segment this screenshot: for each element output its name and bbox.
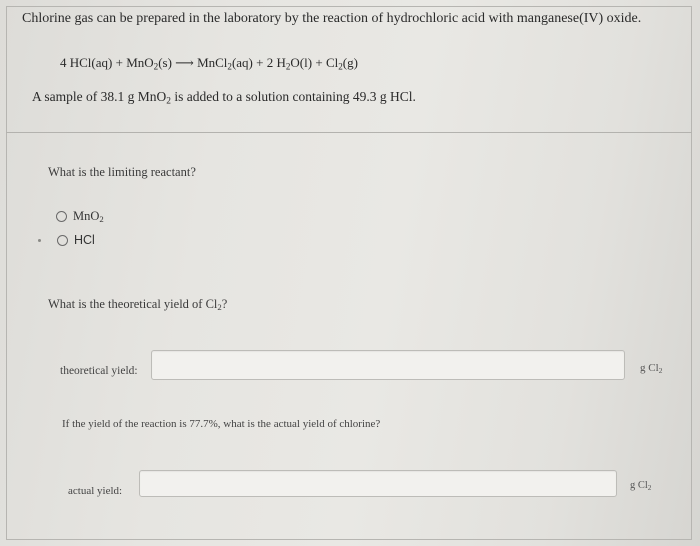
limiting-reactant-question: What is the limiting reactant? (48, 165, 196, 179)
question-frame (6, 6, 692, 540)
theoretical-yield-input[interactable] (151, 350, 625, 380)
reaction-arrow: ⟶ (175, 55, 194, 70)
stray-mark (38, 239, 41, 242)
option-hcl-label: HCl (74, 233, 95, 247)
theoretical-yield-question: What is the theoretical yield of $Cl_2$? (48, 297, 228, 313)
option-mno2[interactable] (56, 209, 104, 224)
option-hcl[interactable] (57, 233, 95, 247)
radio-button-mno2[interactable] (56, 211, 67, 222)
theoretical-yield-unit: g $Cl_2$ (640, 362, 663, 375)
chemical-equation: 4 HCl(aq) + MnO$_2$(s) ⟶ MnCl$_2$(aq) + 2 $H_2O(l) + Cl_2(g)$ (60, 55, 358, 72)
theoretical-yield-label: theoretical yield: (60, 365, 138, 377)
actual-yield-input[interactable] (139, 470, 617, 497)
actual-yield-question: If the yield of the reaction is 77.7%, what is the actual yield of chlorine? (62, 418, 381, 430)
radio-button-hcl[interactable] (57, 235, 68, 246)
option-mno2-label: MnO$_2$ (73, 209, 104, 225)
section-divider (6, 132, 692, 133)
actual-yield-unit: g $Cl_2$ (630, 480, 652, 492)
problem-intro: Chlorine gas can be prepared in the laboratory by the reaction of hydrochloric acid with manganese(IV) oxide. (22, 11, 642, 26)
actual-yield-label: actual yield: (68, 485, 123, 497)
sample-statement: A sample of 38.1 g MnO$_2$ is added to a solution containing 49.3 g HCl. (32, 89, 416, 107)
